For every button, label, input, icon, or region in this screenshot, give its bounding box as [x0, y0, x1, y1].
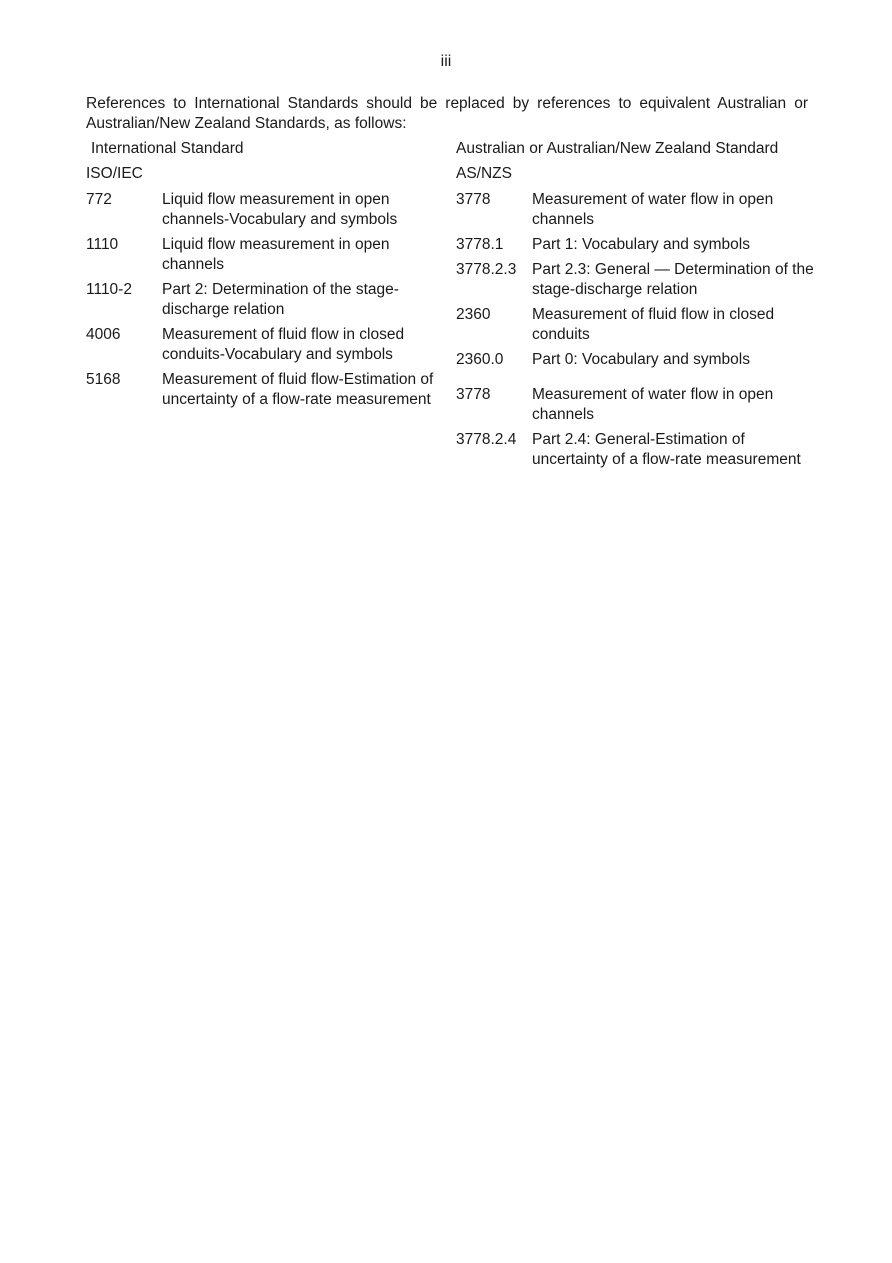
standard-title: Liquid flow measurement in open channels-Vocabulary and symbols [162, 191, 398, 228]
column-subheading-as-nzs: AS/NZS [456, 165, 512, 182]
intro-paragraph: References to International Standards should be replaced by references to equivalent Australian or Australian/New Zealand Standards, as follows: [86, 95, 808, 132]
standard-number: 2360 [456, 306, 491, 323]
standard-title: Part 1: Vocabulary and symbols [532, 236, 750, 253]
column-heading-international: International Standard [91, 140, 244, 157]
page-number: iii [440, 53, 452, 70]
standard-row [456, 350, 816, 370]
standard-row [456, 235, 816, 255]
standard-row [456, 430, 816, 470]
standard-row [86, 370, 441, 410]
standard-title: Part 2.4: General-Estimation of uncertainty of a flow-rate measurement [532, 431, 801, 468]
standard-row [456, 385, 816, 425]
standard-row [456, 190, 816, 230]
standard-title: Measurement of water flow in open channels [532, 191, 774, 228]
standard-number: 1110-2 [86, 281, 132, 298]
standard-number: 3778.2.3 [456, 261, 517, 278]
standard-number: 4006 [86, 326, 121, 343]
standard-row [456, 260, 816, 300]
standard-title: Part 2.3: General — Determination of the stage-discharge relation [532, 261, 814, 298]
column-heading-australian: Australian or Australian/New Zealand Standard [456, 140, 779, 157]
standard-row [86, 325, 441, 365]
australian-standards-column [456, 139, 816, 475]
standard-title: Liquid flow measurement in open channels [162, 236, 390, 273]
standard-number: 3778 [456, 386, 491, 403]
standard-row [86, 235, 441, 275]
standard-number: 1110 [86, 236, 119, 253]
international-standards-column [86, 139, 441, 415]
standard-number: 5168 [86, 371, 121, 388]
standard-title: Part 2: Determination of the stage-discharge relation [162, 281, 399, 318]
standard-title: Measurement of fluid flow in closed conduits [532, 306, 775, 343]
standard-row [86, 190, 441, 230]
standard-number: 3778 [456, 191, 491, 208]
standard-title: Measurement of water flow in open channels [532, 386, 774, 423]
standard-number: 3778.2.4 [456, 431, 517, 448]
standard-number: 772 [86, 191, 112, 208]
standard-number: 3778.1 [456, 236, 504, 253]
column-subheading-iso-iec: ISO/IEC [86, 165, 143, 182]
standard-title: Part 0: Vocabulary and symbols [532, 351, 750, 368]
standard-title: Measurement of fluid flow-Estimation of uncertainty of a flow-rate measurement [162, 371, 434, 408]
standard-row [456, 305, 816, 345]
standard-number: 2360.0 [456, 351, 504, 368]
standard-row [86, 280, 441, 320]
standard-title: Measurement of fluid flow in closed conduits-Vocabulary and symbols [162, 326, 405, 363]
